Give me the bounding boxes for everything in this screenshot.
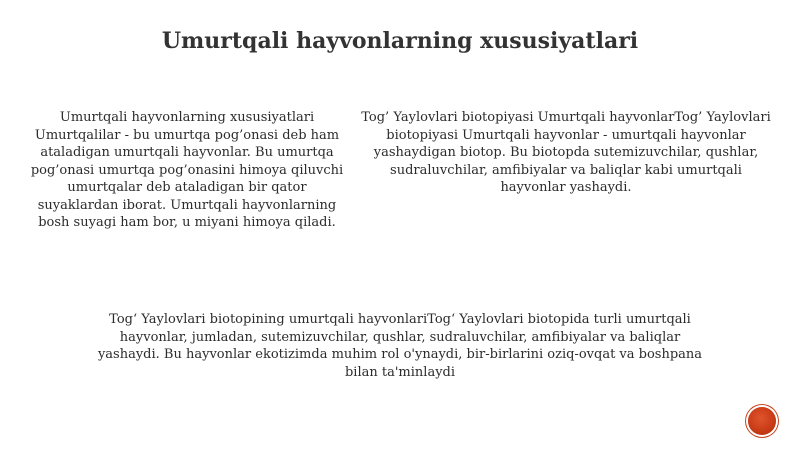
next-slide-button-icon[interactable] — [748, 407, 776, 435]
text-block-left: Umurtqali hayvonlarning xususiyatlari Umurtqalilar - bu umurtqa pog’onasi deb ham ataladigan umurtqali hayvonlar. Bu umurtqa pog’onasi umurtqa pog’onasini himoya qiluvchi umurtqalar deb ataladigan bir qator suyaklardan iborat. Umurtqali hayvonlarning bosh suyagi ham bor, u miyani himoya qiladi. — [30, 110, 344, 230]
slide-title: Umurtqali hayvonlarning xususiyatlari — [161, 28, 639, 54]
text-block-bottom: Tog‘ Yaylovlari biotopining umurtqali hayvonlariTog‘ Yaylovlari biotopida turli umurtqali hayvonlar, jumladan, sutemizuvchilar, qushlar, sudraluvchilar, amfibiyalar va baliqlar yashaydi. Bu hayvonlar ekotizimda muhim rol o'ynaydi, bir-birlarini oziq-ovqat va boshpana bilan ta'minlaydi — [97, 312, 703, 380]
text-block-right: Tog’ Yaylovlari biotopiyasi Umurtqali hayvonlarTog’ Yaylovlari biotopiyasi Umurtqali hayvonlar - umurtqali hayvonlar yashaydigan biotop. Bu biotopda sutemizuvchilar, qushlar, sudraluvchilar, amfibiyalar va baliqlar kabi umurtqali hayvonlar yashaydi. — [361, 110, 771, 195]
